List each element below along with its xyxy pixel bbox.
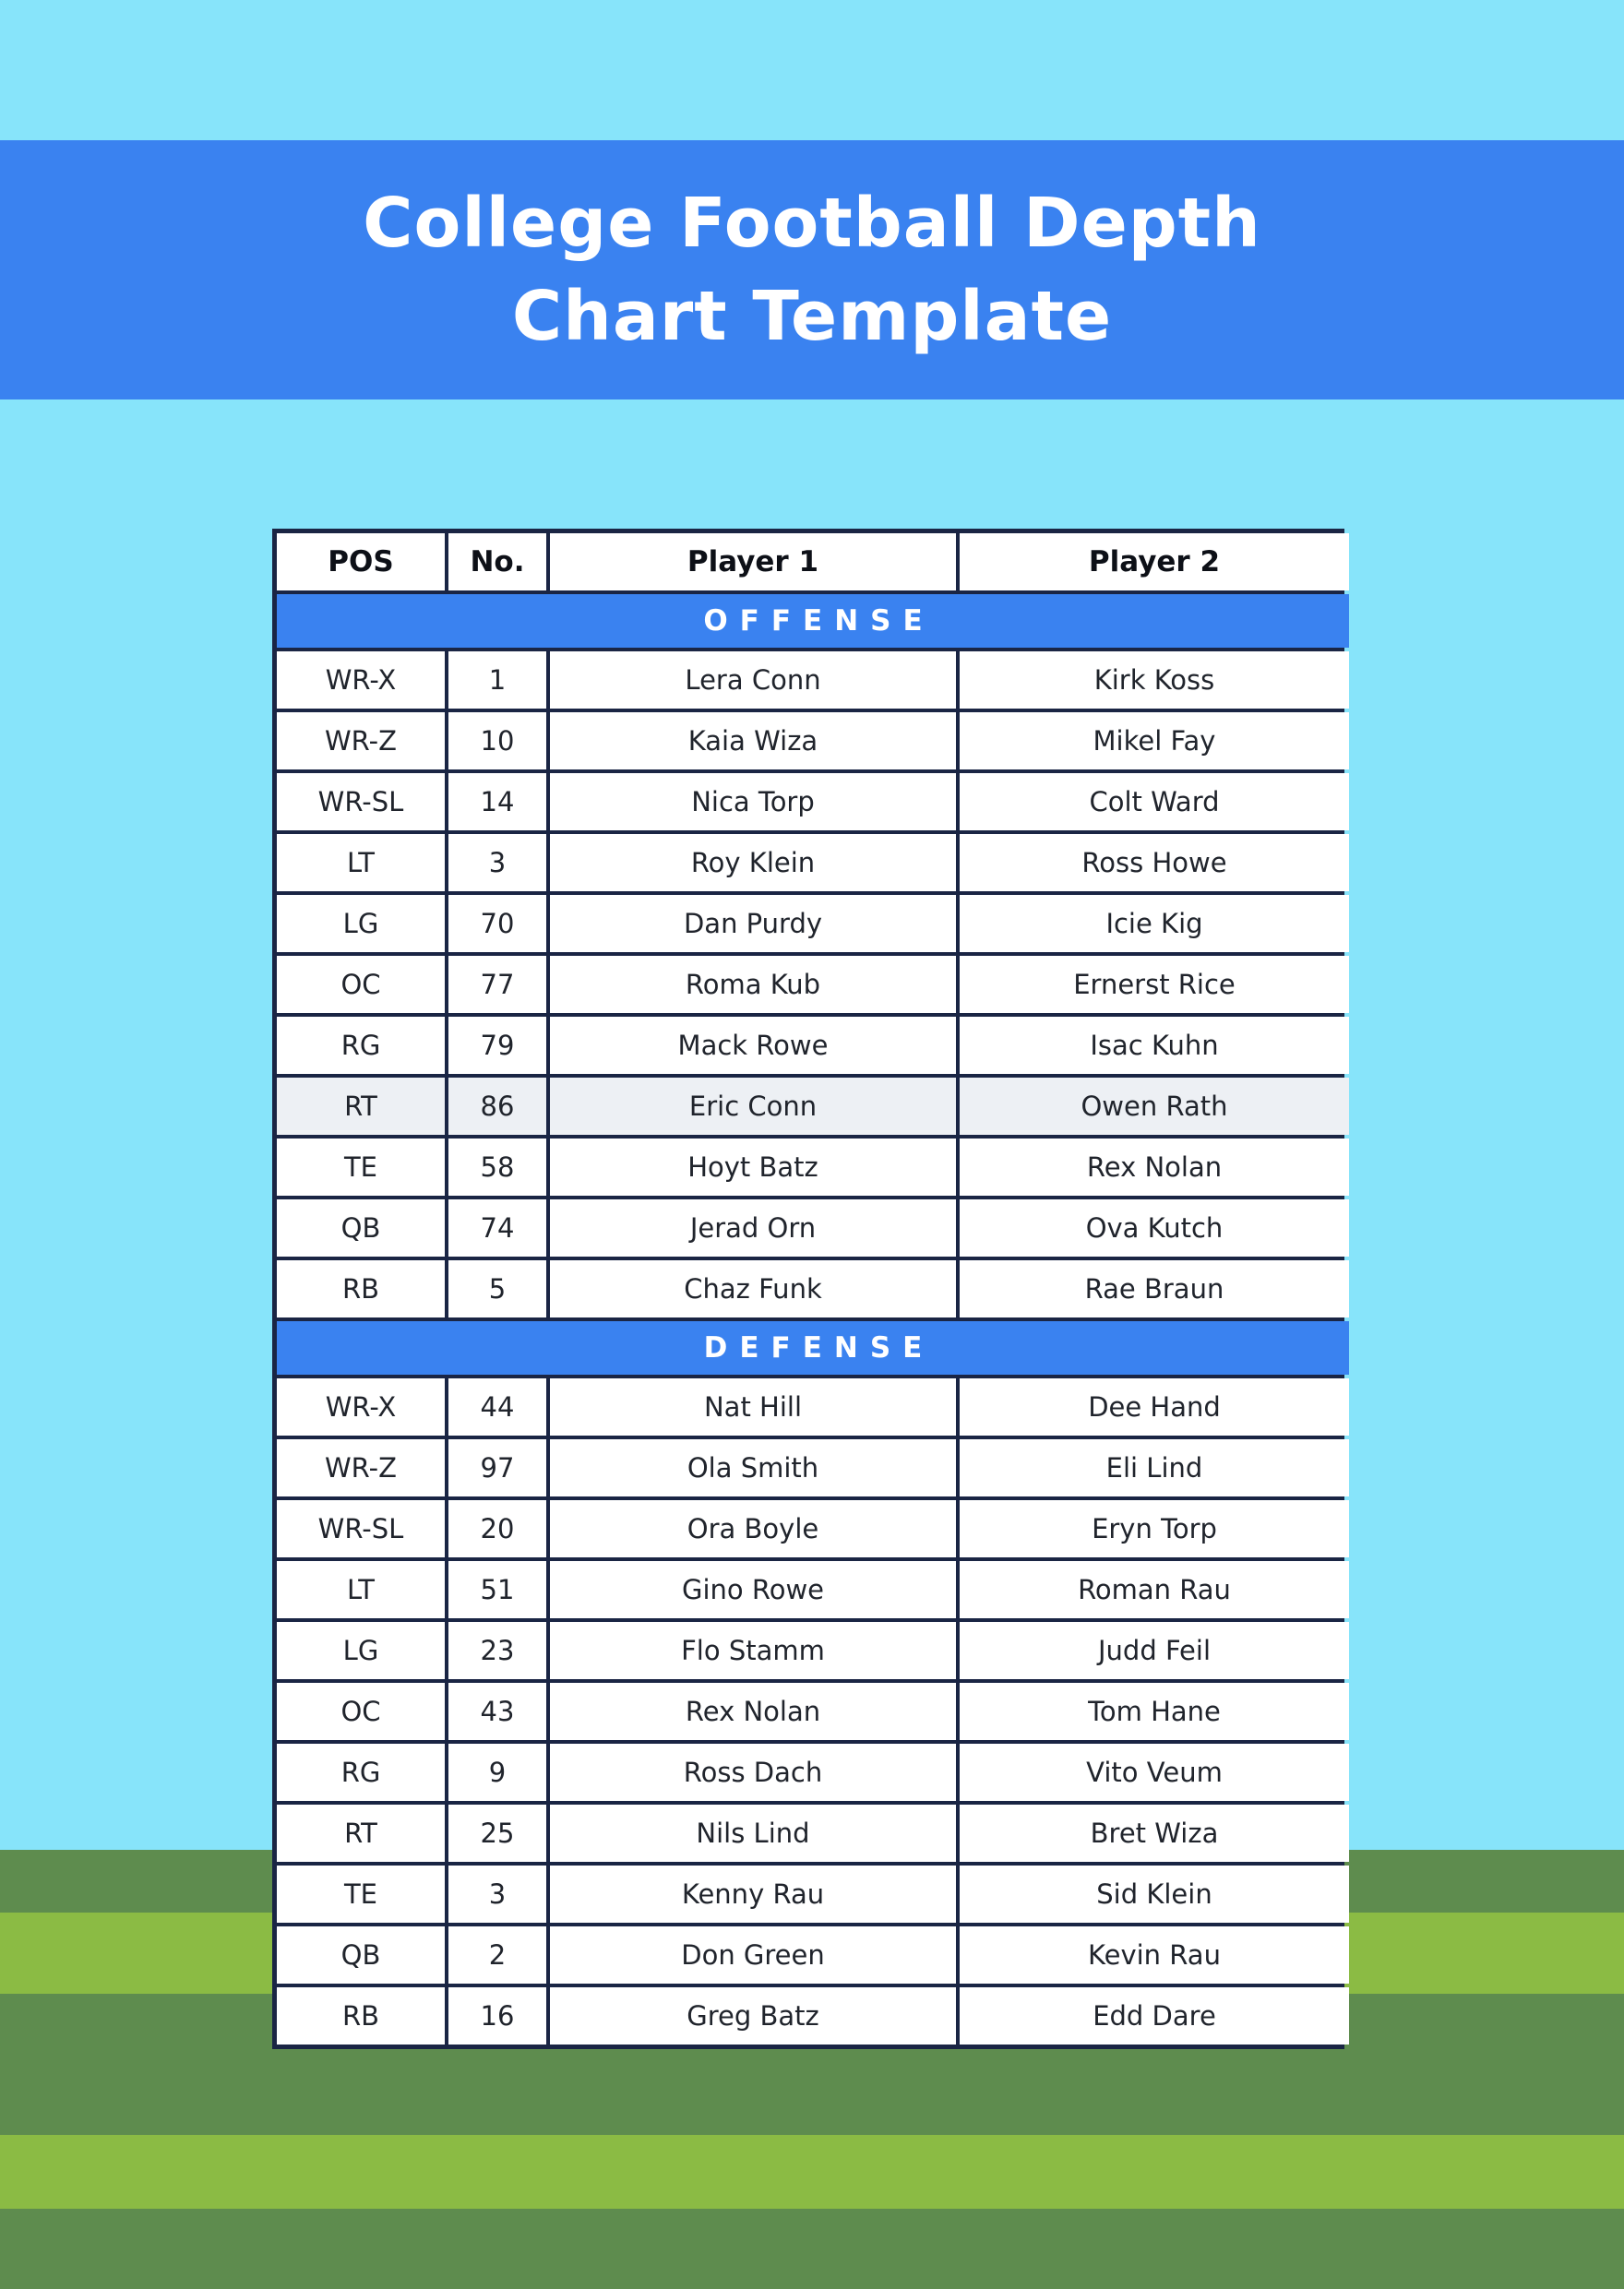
depth-chart-table [272,529,1344,2049]
cell-pos: WR-SL [277,1500,445,1557]
cell-player1: Kaia Wiza [550,712,956,769]
cell-player2: Ova Kutch [960,1199,1349,1257]
cell-player1: Nils Lind [550,1805,956,1862]
cell-no: 58 [448,1139,546,1196]
page-title-line-2: Chart Template [511,276,1113,356]
cell-no: 5 [448,1260,546,1317]
cell-no: 97 [448,1439,546,1496]
section-band-offense: OFFENSE [277,594,1349,648]
cell-no: 1 [448,651,546,709]
cell-player2: Kevin Rau [960,1926,1349,1984]
title-band [0,140,1624,399]
cell-no: 74 [448,1199,546,1257]
cell-pos: RT [277,1078,445,1135]
cell-pos: LT [277,1561,445,1618]
field-stripe-dark-3 [0,2209,1624,2289]
cell-player2: Rex Nolan [960,1139,1349,1196]
cell-player2: Edd Dare [960,1987,1349,2045]
cell-player1: Nat Hill [550,1378,956,1436]
cell-no: 86 [448,1078,546,1135]
cell-pos: RB [277,1987,445,2045]
cell-player1: Kenny Rau [550,1866,956,1923]
cell-no: 79 [448,1017,546,1074]
cell-no: 3 [448,1866,546,1923]
cell-pos: QB [277,1926,445,1984]
cell-player1: Mack Rowe [550,1017,956,1074]
cell-pos: OC [277,1683,445,1740]
cell-player2: Owen Rath [960,1078,1349,1135]
cell-pos: RB [277,1260,445,1317]
cell-player1: Roma Kub [550,956,956,1013]
cell-player1: Greg Batz [550,1987,956,2045]
cell-pos: RG [277,1017,445,1074]
cell-pos: WR-SL [277,773,445,830]
cell-pos: LG [277,1622,445,1679]
cell-no: 70 [448,895,546,952]
cell-player2: Bret Wiza [960,1805,1349,1862]
cell-no: 16 [448,1987,546,2045]
cell-pos: OC [277,956,445,1013]
cell-player1: Nica Torp [550,773,956,830]
cell-no: 23 [448,1622,546,1679]
cell-player2: Icie Kig [960,895,1349,952]
column-header-pos: POS [277,533,445,590]
cell-player1: Don Green [550,1926,956,1984]
cell-pos: WR-Z [277,712,445,769]
cell-pos: QB [277,1199,445,1257]
cell-no: 2 [448,1926,546,1984]
cell-player1: Dan Purdy [550,895,956,952]
cell-player1: Jerad Orn [550,1199,956,1257]
cell-pos: WR-X [277,1378,445,1436]
cell-player2: Sid Klein [960,1866,1349,1923]
cell-player1: Lera Conn [550,651,956,709]
cell-player1: Flo Stamm [550,1622,956,1679]
cell-pos: TE [277,1139,445,1196]
cell-player1: Roy Klein [550,834,956,891]
cell-player1: Chaz Funk [550,1260,956,1317]
cell-no: 14 [448,773,546,830]
cell-no: 44 [448,1378,546,1436]
page-title-line-1: College Football Depth [363,183,1261,263]
cell-no: 10 [448,712,546,769]
cell-pos: RG [277,1744,445,1801]
cell-player2: Judd Feil [960,1622,1349,1679]
cell-pos: LT [277,834,445,891]
column-header-player-1: Player 1 [550,533,956,590]
cell-player1: Gino Rowe [550,1561,956,1618]
cell-player1: Eric Conn [550,1078,956,1135]
cell-player2: Tom Hane [960,1683,1349,1740]
field-stripe-bright-2 [0,2135,1624,2209]
cell-player2: Ernerst Rice [960,956,1349,1013]
column-header-player-2: Player 2 [960,533,1349,590]
cell-player1: Ross Dach [550,1744,956,1801]
cell-player2: Kirk Koss [960,651,1349,709]
cell-player2: Dee Hand [960,1378,1349,1436]
cell-no: 3 [448,834,546,891]
cell-player2: Rae Braun [960,1260,1349,1317]
cell-player1: Hoyt Batz [550,1139,956,1196]
cell-player1: Ora Boyle [550,1500,956,1557]
cell-no: 77 [448,956,546,1013]
cell-player2: Vito Veum [960,1744,1349,1801]
cell-no: 51 [448,1561,546,1618]
cell-player2: Isac Kuhn [960,1017,1349,1074]
cell-player2: Eli Lind [960,1439,1349,1496]
cell-no: 43 [448,1683,546,1740]
cell-player2: Colt Ward [960,773,1349,830]
cell-player2: Mikel Fay [960,712,1349,769]
column-header-no: No. [448,533,546,590]
cell-pos: WR-Z [277,1439,445,1496]
cell-player1: Ola Smith [550,1439,956,1496]
cell-player2: Roman Rau [960,1561,1349,1618]
cell-player2: Ross Howe [960,834,1349,891]
cell-pos: TE [277,1866,445,1923]
cell-pos: LG [277,895,445,952]
cell-no: 25 [448,1805,546,1862]
cell-pos: RT [277,1805,445,1862]
cell-player1: Rex Nolan [550,1683,956,1740]
cell-player2: Eryn Torp [960,1500,1349,1557]
cell-no: 20 [448,1500,546,1557]
cell-no: 9 [448,1744,546,1801]
cell-pos: WR-X [277,651,445,709]
section-band-defense: DEFENSE [277,1321,1349,1375]
